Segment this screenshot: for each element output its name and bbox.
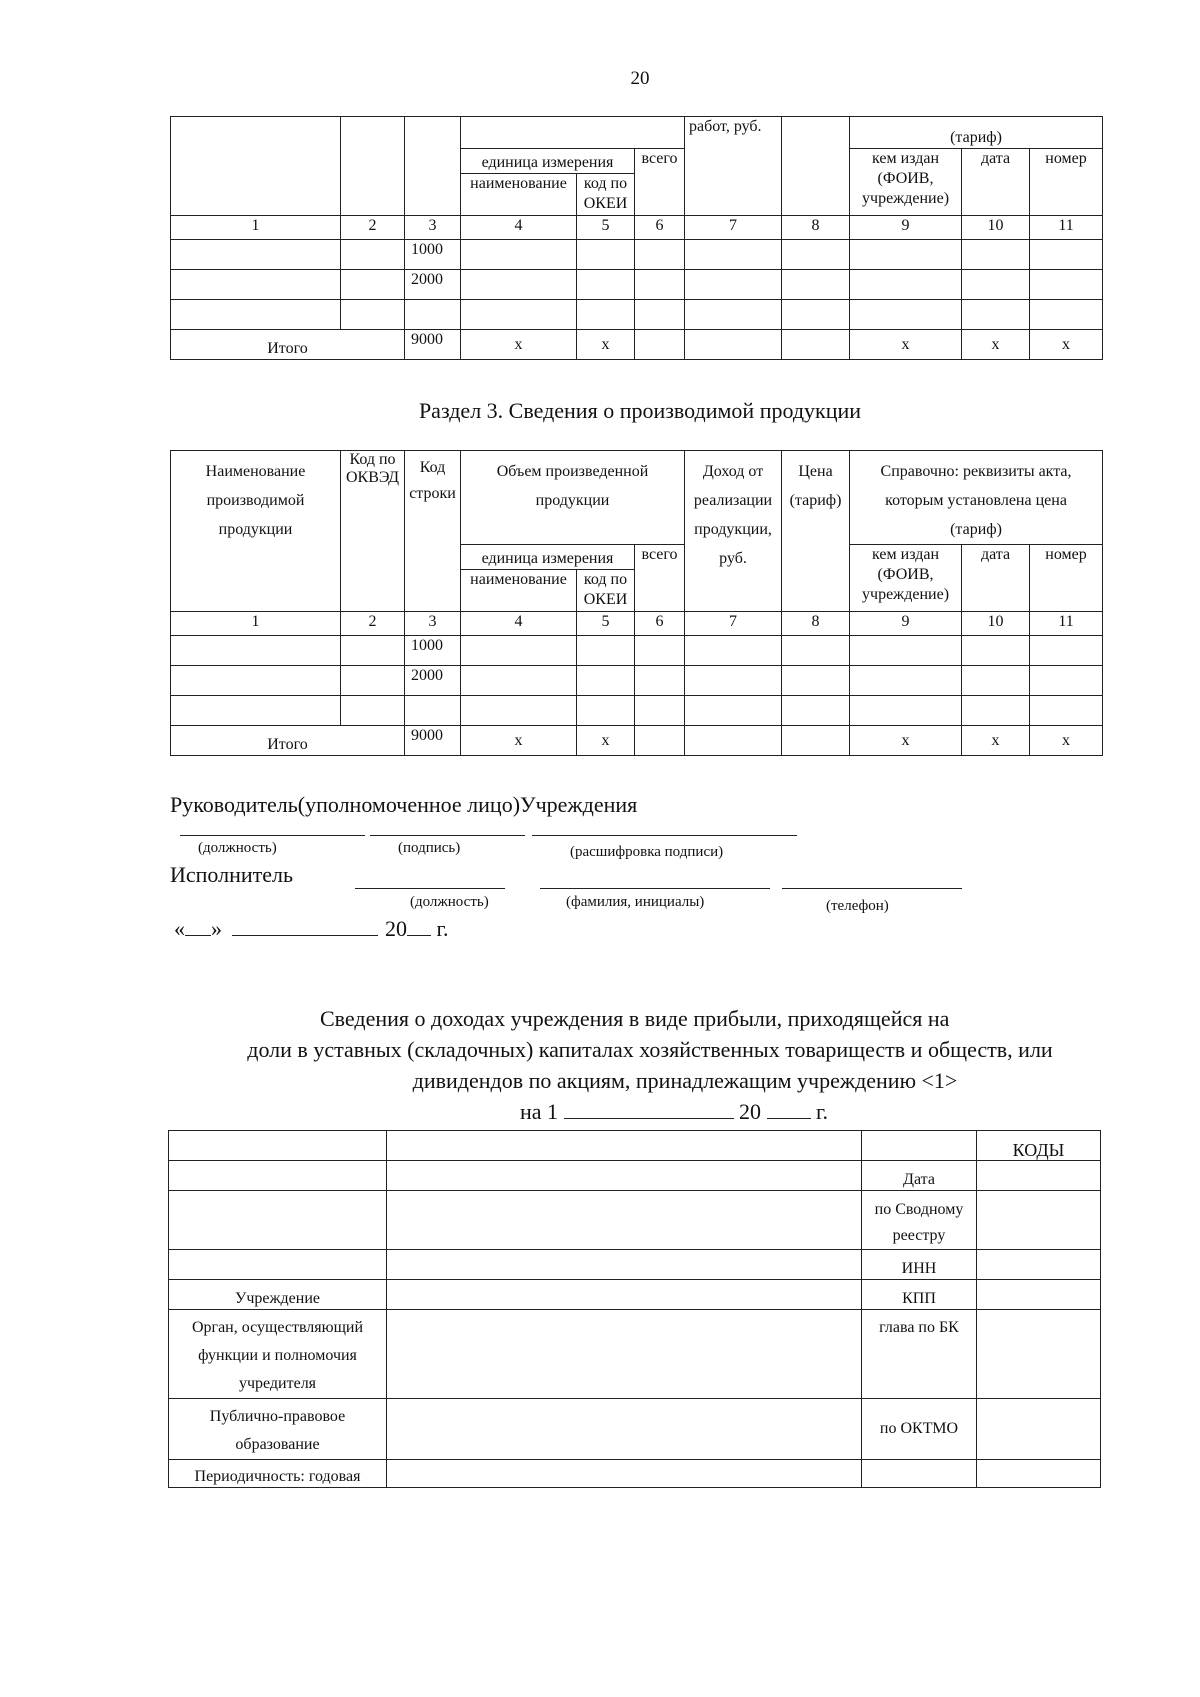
total-code: 9000 <box>405 726 461 756</box>
label-date: Дата <box>862 1161 977 1191</box>
t1-h-unit: единица измерения <box>461 149 635 174</box>
t2-h-data: дата <box>962 545 1030 612</box>
colnum: 3 <box>405 612 461 636</box>
t2-h-nomer: номер <box>1030 545 1103 612</box>
label-svod: по Сводному реестру <box>862 1191 977 1250</box>
section3-title: Раздел 3. Сведения о производимой продукции <box>418 398 862 423</box>
label-periodicity: Периодичность: годовая <box>169 1460 387 1488</box>
colnum: 8 <box>782 216 850 240</box>
row-code: 2000 <box>405 666 461 696</box>
colnum: 4 <box>461 612 577 636</box>
colnum: 1 <box>171 216 341 240</box>
sign-line <box>355 888 505 889</box>
label-institution: Учреждение <box>169 1280 387 1310</box>
colnum: 11 <box>1030 612 1103 636</box>
row-code <box>405 300 461 330</box>
x-mark: х <box>461 726 577 756</box>
sign-line <box>370 835 525 836</box>
x-mark: х <box>850 330 962 360</box>
colnum: 5 <box>577 216 635 240</box>
t2-h-unit: единица измерения <box>461 545 635 570</box>
year-blank <box>407 917 431 936</box>
row-code: 2000 <box>405 270 461 300</box>
x-mark: х <box>962 726 1030 756</box>
t1-colnum-row <box>171 216 1103 240</box>
income-heading-line4 <box>180 1096 1120 1127</box>
total-row <box>171 330 1103 360</box>
x-mark: х <box>962 330 1030 360</box>
x-mark: х <box>1030 726 1103 756</box>
executor-label: Исполнитель <box>170 862 294 887</box>
colnum: 6 <box>635 216 685 240</box>
t2-h-code: Код строки <box>405 451 461 612</box>
table-row <box>171 270 1103 300</box>
colnum: 7 <box>685 216 782 240</box>
date-line <box>174 916 449 942</box>
colnum: 6 <box>635 612 685 636</box>
income-heading-line2: доли в уставных (складочных) капиталах хозяйственных товариществ и обществ, или <box>247 1037 1053 1062</box>
t1-h-rabot: работ, руб. <box>685 117 782 216</box>
sign-line <box>540 888 770 889</box>
x-mark: х <box>1030 330 1103 360</box>
colnum: 4 <box>461 216 577 240</box>
colnum: 11 <box>1030 216 1103 240</box>
caption-position2: (должность) <box>410 894 489 910</box>
t2-h-ref <box>850 451 1103 545</box>
label-kpp: КПП <box>862 1280 977 1310</box>
t2-h-vsego: всего <box>635 545 685 612</box>
t1-h-data: дата <box>962 149 1030 216</box>
t2-h-price: Цена (тариф) <box>782 451 850 612</box>
colnum: 1 <box>171 612 341 636</box>
colnum: 9 <box>850 216 962 240</box>
row-code: 1000 <box>405 636 461 666</box>
caption-phone: (телефон) <box>826 898 889 914</box>
t2-h-okei: код по ОКЕИ <box>577 570 635 612</box>
table-row <box>171 240 1103 270</box>
colnum: 9 <box>850 612 962 636</box>
caption-signature: (подпись) <box>398 840 461 856</box>
colnum: 10 <box>962 216 1030 240</box>
label-inn: ИНН <box>862 1250 977 1280</box>
quote-open: « <box>174 916 185 941</box>
caption-name: (фамилия, инициалы) <box>566 894 705 910</box>
t2-h-kem: кем издан (ФОИВ, учреждение) <box>850 545 962 612</box>
colnum: 5 <box>577 612 635 636</box>
t2-colnum-row <box>171 612 1103 636</box>
total-label: Итого <box>171 726 405 756</box>
x-mark: х <box>577 726 635 756</box>
table-row <box>171 696 1103 726</box>
on-date-year: 20 <box>739 1099 761 1124</box>
x-mark: х <box>461 330 577 360</box>
t1-h-naim: наименование <box>461 174 577 216</box>
colnum: 3 <box>405 216 461 240</box>
quote-close: » <box>211 916 222 941</box>
label-oktmo: по ОКТМО <box>862 1399 977 1460</box>
label-glava: глава по БК <box>862 1310 977 1399</box>
year-suffix: г. <box>436 916 449 941</box>
label-organ: Орган, осуществляющий функции и полномочия учредителя <box>169 1310 387 1399</box>
label-ppo: Публично-правовое образование <box>169 1399 387 1460</box>
t1-h-okei: код по ОКЕИ <box>577 174 635 216</box>
sign-line <box>782 888 962 889</box>
t1-h-kem: кем издан (ФОИВ, учреждение) <box>850 149 962 216</box>
total-row <box>171 726 1103 756</box>
table-production <box>170 450 1103 756</box>
t1-h-tarif: (тариф) <box>850 117 1103 149</box>
on-date-blank <box>564 1100 734 1119</box>
t2-h-naim: наименование <box>461 570 577 612</box>
t2-h-volume: Объем произведенной продукции <box>461 451 685 545</box>
page-number: 20 <box>630 68 650 89</box>
colnum: 8 <box>782 612 850 636</box>
t2-h-income: Доход от реализации продукции, руб. <box>685 451 782 612</box>
table-row <box>171 300 1103 330</box>
caption-decode: (расшифровка подписи) <box>570 844 724 860</box>
colnum: 2 <box>341 612 405 636</box>
table-continuation <box>170 116 1103 360</box>
on-date-year-blank <box>767 1100 811 1119</box>
income-heading-line1: Сведения о доходах учреждения в виде прибыли, приходящейся на <box>320 1006 950 1031</box>
caption-position: (должность) <box>198 840 277 856</box>
t2-h-ref-text: Справочно: реквизиты акта, которым установлена цена <box>880 463 1072 509</box>
t1-h-nomer: номер <box>1030 149 1103 216</box>
row-code <box>405 696 461 726</box>
on-date-suffix: г. <box>816 1099 829 1124</box>
t1-h-vsego: всего <box>635 149 685 216</box>
table-row <box>171 636 1103 666</box>
total-label: Итого <box>171 330 405 360</box>
table-row <box>171 666 1103 696</box>
codes-header: КОДЫ <box>977 1131 1101 1161</box>
income-heading-line3: дивидендов по акциям, принадлежащим учреждению <1> <box>412 1068 958 1093</box>
income-heading <box>180 1003 1120 1127</box>
t2-h-tarif: (тариф) <box>950 521 1002 538</box>
day-blank <box>185 917 211 936</box>
on-date-prefix: на 1 <box>519 1099 558 1124</box>
row-code: 1000 <box>405 240 461 270</box>
head-signature-label: Руководитель(уполномоченное лицо)Учреждения <box>170 792 638 817</box>
x-mark: х <box>850 726 962 756</box>
colnum: 10 <box>962 612 1030 636</box>
table-codes <box>168 1130 1101 1488</box>
x-mark: х <box>577 330 635 360</box>
total-code: 9000 <box>405 330 461 360</box>
sign-line <box>532 835 797 836</box>
year-prefix: 20 <box>385 916 407 941</box>
t2-h-okved: Код по ОКВЭД <box>341 451 405 612</box>
sign-line <box>180 835 365 836</box>
colnum: 7 <box>685 612 782 636</box>
t2-h-name: Наименование производимой продукции <box>171 451 341 612</box>
month-blank <box>232 917 378 936</box>
colnum: 2 <box>341 216 405 240</box>
